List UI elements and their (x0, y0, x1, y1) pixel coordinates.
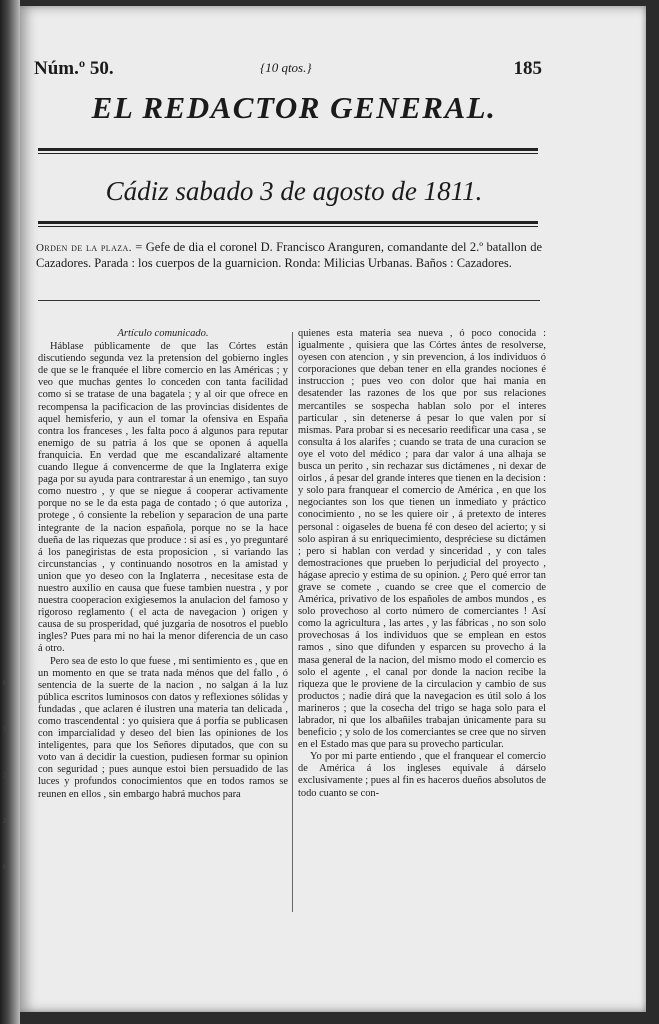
article-paragraph: Yo por mi parte entiendo , que el franquear el comercio de América á los ingleses equivale á dárselo exclusivamente ; pues al fin es haceros dueños absolutos de todo cuanto se con- (298, 751, 546, 799)
orden-label: Orden de la plaza. (36, 242, 132, 254)
page-number: 185 (513, 58, 542, 79)
margin-letter: z (3, 815, 8, 826)
article-paragraph: Pero sea de esto lo que fuese , mi sentimiento es , que en un momento en que se trata nada ménos que del fallo , ó sentencia de la suerte de la nacion , no salgan á la luz pública escritos luminosos con datos y reflexiones sólidas y fundadas , que aclaren é ilustren una materia tan delicada , como trascendental : yo quisiera que á porfía se publicasen con imparcialidad y deseo del bien las opiniones de los inteligentes, para que los Señores diputados, que con su voto van á decidir la cuestion, pudiesen formar su opinion con seguridad ; pues aunque estoi bien persuadido de las luces y profundos conocimientos que en todos ramos se reunen en ellos , sin embargo habrá muchos para (38, 655, 288, 800)
margin-marks (3, 660, 13, 890)
article-column-left (38, 328, 288, 801)
newspaper-page (20, 6, 646, 1012)
title-rule (38, 148, 538, 154)
margin-letter: x (3, 769, 8, 780)
margin-letter: e (3, 677, 8, 688)
orden-text: = Gefe de dia el coronel D. Francisco Aranguren, comandante del 2.º batallon de Cazadores. Parada : los cuerpos de la guarnicion. Ronda: Milicias Urbanas. Baños : Cazadores. (36, 240, 542, 270)
newspaper-title: EL REDACTOR GENERAL. (91, 90, 497, 125)
issue-price: {10 qtos.} (260, 60, 312, 75)
article-paragraph: quienes esta materia sea nueva , ó poco conocida : igualmente , quisiera que las Córtes ántes de resolverse, oyesen con atencion , y sin prevencion, á los individuos ó corporaciones que deban tener en ella grandes nociones é instruccion ; pues veo con dolor que hai mania en desatender las razones de los que por sus relaciones mercantiles se sospecha hablan solo por el interes particular , sin detenerse á pesar lo que valen por sí mismas. Para probar si es necesario reedificar una casa , se consulta á los alarifes ; cuando se trata de una curacion se oye el voto del médico ; para dar valor á una alhaja se busca un perito , sin rechazar sus dictámenes , ni dexar de oirlos , á pesar del grande interes que tienen en la decision : y solo para franquear el comercio de América , en que los negociantes son los que tienen un inmediato y práctico conocimiento , no se les quiere oir , á pretexto de interes personal : oigaseles de buena fé con deseo del acierto; y si solo aspiran á su enriquecimiento, despréciese su dictámen ; pero si hablan con verdad y sinceridad , y con tales demostraciones que prueben lo perjudicial del proyecto , hágase aprecio y estima de su opinion. ¿ Pero qué error tan grave se comete , cuando se cree que el comercio de América, privativo de los españoles de ambos mundos , es solo provechoso al corto número de comerciantes ! Así como la agricultura , las artes , y las fábricas , no son solo provechosas á los individuos que se emplean en estos ramos , sino que difunden y esparcen su provecho á la masa general de la nacion, del mismo modo el comercio es solo el agente , el canal por donde la nacion recibe la riqueza que le proviene de la circulacion y cambio de sus productos ; nadie dirá que la navegacion es útil solo á los marineros ; que la cosecha del trigo se haga solo para el labrador, ni que los albañiles trabajan únicamente para su beneficio ; y solo de los comerciantes se cree que no sirven en el Estado mas que para su provecho particular. (298, 328, 546, 751)
issue-number: Núm.º 50. (34, 58, 114, 79)
article-column-right (298, 328, 546, 800)
masthead-row (20, 58, 646, 88)
article-paragraph: Háblase públicamente de que las Córtes están discutiendo segunda vez la pretension del gobierno ingles de que se le franquée el libre comercio en las Américas ; y veo que muchas gentes lo conceden con tanta facilidad como si se tratase de una bagatela ; y al oir que ofrece en recompensa la pacificacion de las provincias disidentes de aquel hemisferio, y aun el tomar la ofensiva en España contra los franceses , les falta poco á algunos para reputar enemigo de su patria á los que se oponen á aquella franquicia. En verdad que me escandalizaré altamente cuando llegue á convencerme de que la Inglaterra exige paga por su ayuda para contrarestar á un enemigo , tan suyo como nuestro , y que se niegue á cooperar activamente porque no se le da esta paga de contado ; ó que autoriza , protege , ó consiente la rebelion y separacion de una parte integrante de la nacion española, porque no se la hace dueña de las riquezas que produce : si así es , yo preguntaré á los panegiristas de esta proposicion , si variando las circunstancias , y continuando nosotros en la amistad y union que yo deseo con la Inglaterra , necesitase esta de nuestro auxilio en causa que fuese tambien nuestra , y por nuestra cooperacion exigiesemos la anulacion del famoso y rigoroso reglamento ( el acta de navegacion ) origen y causa de su prosperidad, qué juzgaria de nosotros el pueblo ingles? Pues para mi no hai la menor diferencia de un caso á otro. (38, 341, 288, 655)
article-heading: Artículo comunicado. (117, 328, 209, 339)
margin-letter: e (3, 861, 8, 872)
margin-letter: s (3, 723, 7, 734)
dateline: Cádiz sabado 3 de agosto de 1811. (105, 176, 483, 206)
orden-de-la-plaza (36, 240, 542, 271)
dateline-rule (38, 221, 538, 227)
column-divider (292, 332, 293, 912)
section-rule (38, 300, 540, 301)
